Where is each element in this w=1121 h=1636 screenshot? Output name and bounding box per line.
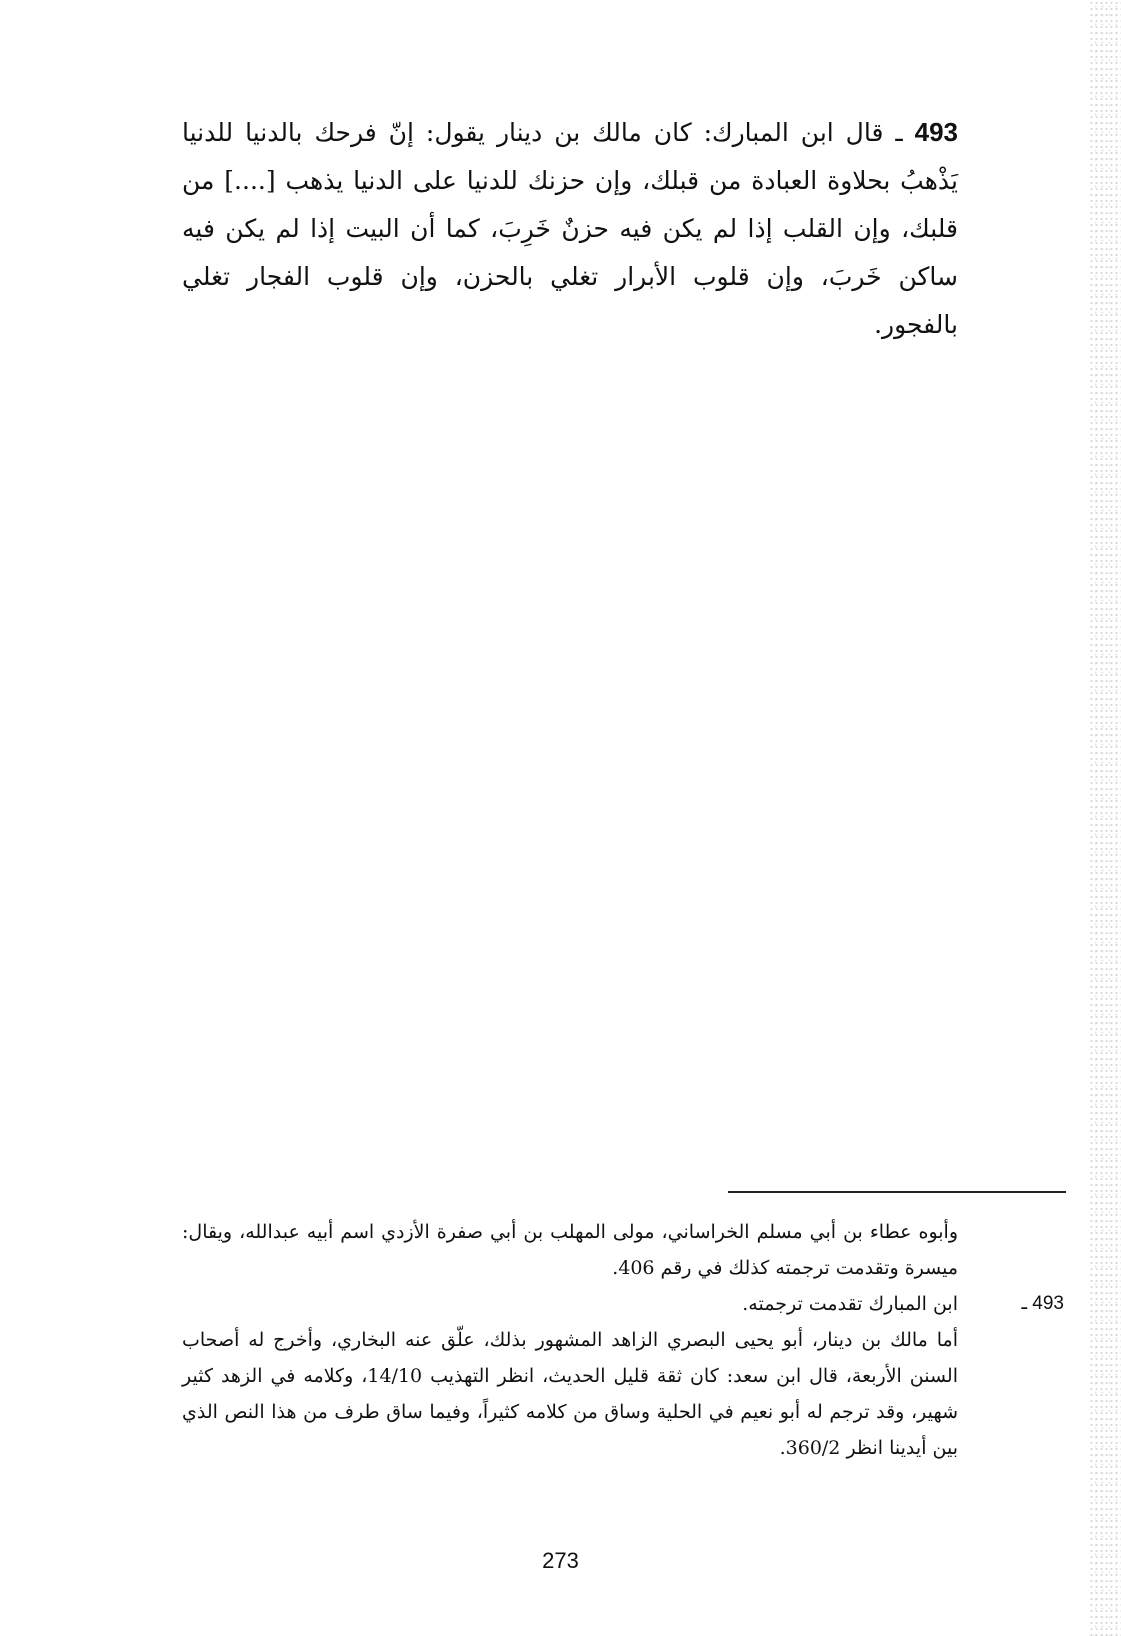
footnote-number: 493 ـ	[1021, 1293, 1064, 1314]
entry-number: 493	[914, 117, 958, 147]
footnotes	[182, 1214, 1064, 1466]
scan-edge-speckle	[1089, 0, 1121, 1636]
footnote-continuation: وأبوه عطاء بن أبي مسلم الخراساني، مولى المهلب بن أبي صفرة الأزدي اسم أبيه عبدالله، ويقال: ميسرة وتقدمت ترجمته كذلك في رقم 406.	[182, 1221, 959, 1279]
main-paragraph	[182, 108, 958, 349]
footnote-entry	[182, 1286, 1064, 1322]
footnote-separator	[728, 1191, 1066, 1193]
page-number: 273	[542, 1548, 579, 1573]
footnote-line-1: ابن المبارك تقدمت ترجمته.	[742, 1293, 958, 1315]
entry-text: ـ قال ابن المبارك: كان مالك بن دينار يقول: إنّ فرحك بالدنيا للدنيا يَذْهبُ بحلاوة العبادة من قبلك، وإن حزنك للدنيا على الدنيا يذهب [....] من قلبك، وإن القلب إذا لم يكن فيه حزنٌ خَرِبَ، كما أن البيت إذا لم يكن فيه ساكن خَربَ، وإن قلوب الأبرار تغلي بالحزن، وإن قلوب الفجار تغلي بالفجور.	[182, 118, 958, 339]
footnote-line-2: أما مالك بن دينار، أبو يحيى البصري الزاهد المشهور بذلك، علّق عنه البخاري، وأخرج له أصحاب السنن الأربعة، قال ابن سعد: كان ثقة قليل الحديث، انظر التهذيب 14/10، وكلامه في الزهد كثير شهير، وقد ترجم له أبو نعيم في الحلية وساق من كلامه كثيراً، وفيما ساق طرف من هذا النص الذي بين أيدينا انظر 360/2.	[182, 1329, 958, 1459]
